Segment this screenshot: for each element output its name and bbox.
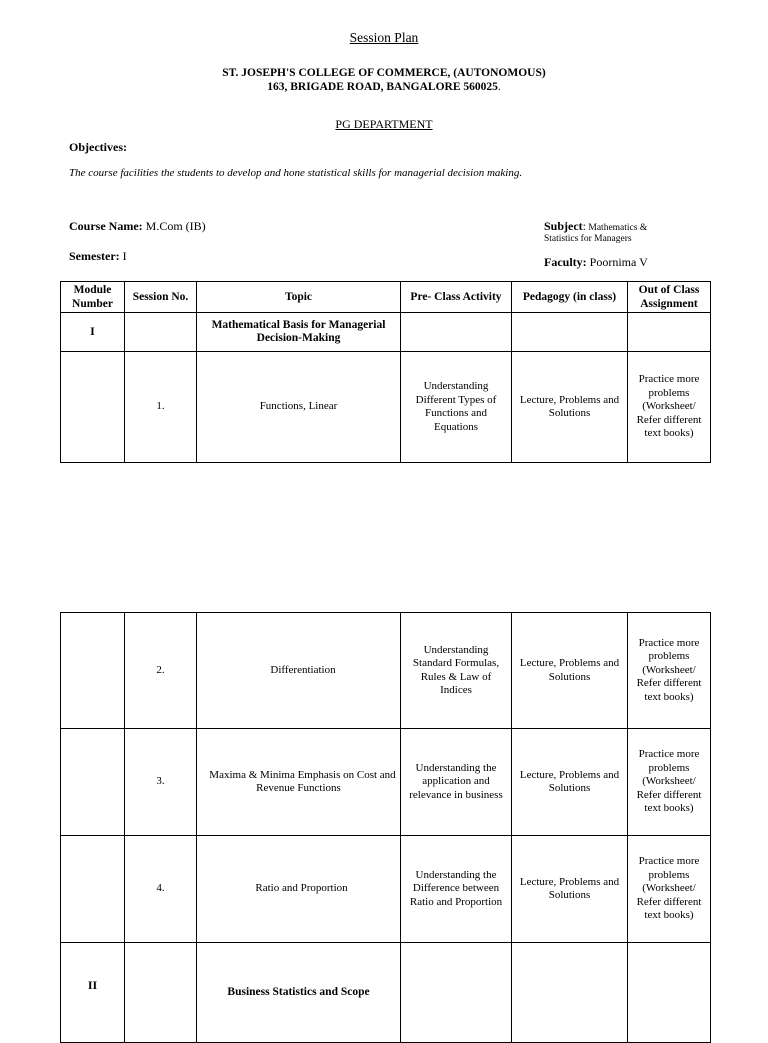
pre-class-activity: Understanding Different Types of Functions and Equations <box>401 352 512 463</box>
pre-class-activity: Understanding the Difference between Ratio and Proportion <box>401 836 512 943</box>
module-number <box>61 836 125 943</box>
faculty-value: Poornima V <box>586 255 648 269</box>
session-plan-table-part1 <box>60 281 711 463</box>
document-title: Session Plan <box>349 30 419 45</box>
department-name: PG DEPARTMENT <box>335 117 433 131</box>
pedagogy <box>512 943 628 1043</box>
assignment <box>628 943 711 1043</box>
faculty-label: Faculty: <box>544 255 587 269</box>
module-number <box>61 729 125 836</box>
assignment: Practice more problems (Worksheet/ Refer different text books) <box>628 352 711 463</box>
pedagogy: Lecture, Problems and Solutions <box>512 352 628 463</box>
header-pedagogy: Pedagogy (in class) <box>512 282 628 313</box>
header-session-no: Session No. <box>125 282 197 313</box>
assignment: Practice more problems (Worksheet/ Refer different text books) <box>628 613 711 729</box>
table-header-row <box>61 282 711 313</box>
header-pre-class-activity: Pre- Class Activity <box>401 282 512 313</box>
session-number <box>125 313 197 352</box>
objectives-text: The course facilities the students to develop and hone statistical skills for managerial decision making. <box>69 167 523 179</box>
faculty <box>544 255 648 270</box>
pre-class-activity: Understanding Standard Formulas, Rules & Law of Indices <box>401 613 512 729</box>
session-plan-table-part2 <box>60 612 711 1043</box>
subject-value-line1: Mathematics & <box>586 223 648 233</box>
table-row <box>61 729 711 836</box>
session-number: 2. <box>125 613 197 729</box>
module-number: I <box>61 313 125 352</box>
semester-value: I <box>119 249 127 263</box>
session-number: 3. <box>125 729 197 836</box>
table-row <box>61 313 711 352</box>
pedagogy: Lecture, Problems and Solutions <box>512 729 628 836</box>
session-number <box>125 943 197 1043</box>
table-row <box>61 943 711 1043</box>
table-row <box>61 352 711 463</box>
pedagogy <box>512 313 628 352</box>
course-name <box>69 219 206 234</box>
address-period: . <box>497 81 501 93</box>
assignment: Practice more problems (Worksheet/ Refer different text books) <box>628 729 711 836</box>
subject-value-line2: Statistics for Managers <box>544 234 632 244</box>
college-name: ST. JOSEPH'S COLLEGE OF COMMERCE, (AUTONOMOUS) <box>222 67 546 79</box>
module-number <box>61 613 125 729</box>
subject <box>544 220 647 235</box>
subject-label: Subject <box>544 219 583 233</box>
header-module-number: Module Number <box>61 282 125 313</box>
module-number <box>61 352 125 463</box>
college-address: 163, BRIGADE ROAD, BANGALORE 560025 <box>267 81 498 93</box>
course-name-label: Course Name: <box>69 219 143 233</box>
module-topic: Mathematical Basis for Managerial Decision-Making <box>197 313 401 352</box>
session-topic: Ratio and Proportion <box>197 836 401 943</box>
subject-colon: : <box>582 219 587 233</box>
session-number: 4. <box>125 836 197 943</box>
header-out-of-class-assignment: Out of Class Assignment <box>628 282 711 313</box>
pedagogy: Lecture, Problems and Solutions <box>512 613 628 729</box>
session-number: 1. <box>125 352 197 463</box>
header-topic: Topic <box>197 282 401 313</box>
table-row <box>61 836 711 943</box>
session-topic: Functions, Linear <box>197 352 401 463</box>
pre-class-activity <box>401 943 512 1043</box>
course-name-value: M.Com (IB) <box>142 219 206 233</box>
assignment: Practice more problems (Worksheet/ Refer different text books) <box>628 836 711 943</box>
semester-label: Semester: <box>69 249 120 263</box>
assignment <box>628 313 711 352</box>
table-row <box>61 613 711 729</box>
pre-class-activity <box>401 313 512 352</box>
session-topic: Maxima & Minima Emphasis on Cost and Revenue Functions <box>197 729 401 836</box>
pedagogy: Lecture, Problems and Solutions <box>512 836 628 943</box>
pre-class-activity: Understanding the application and relevance in business <box>401 729 512 836</box>
module-number: II <box>61 943 125 1043</box>
session-topic: Differentiation <box>197 613 401 729</box>
college-address-line <box>0 80 768 94</box>
semester <box>69 249 127 264</box>
module-topic: Business Statistics and Scope <box>197 943 401 1043</box>
objectives-label: Objectives: <box>69 140 127 154</box>
